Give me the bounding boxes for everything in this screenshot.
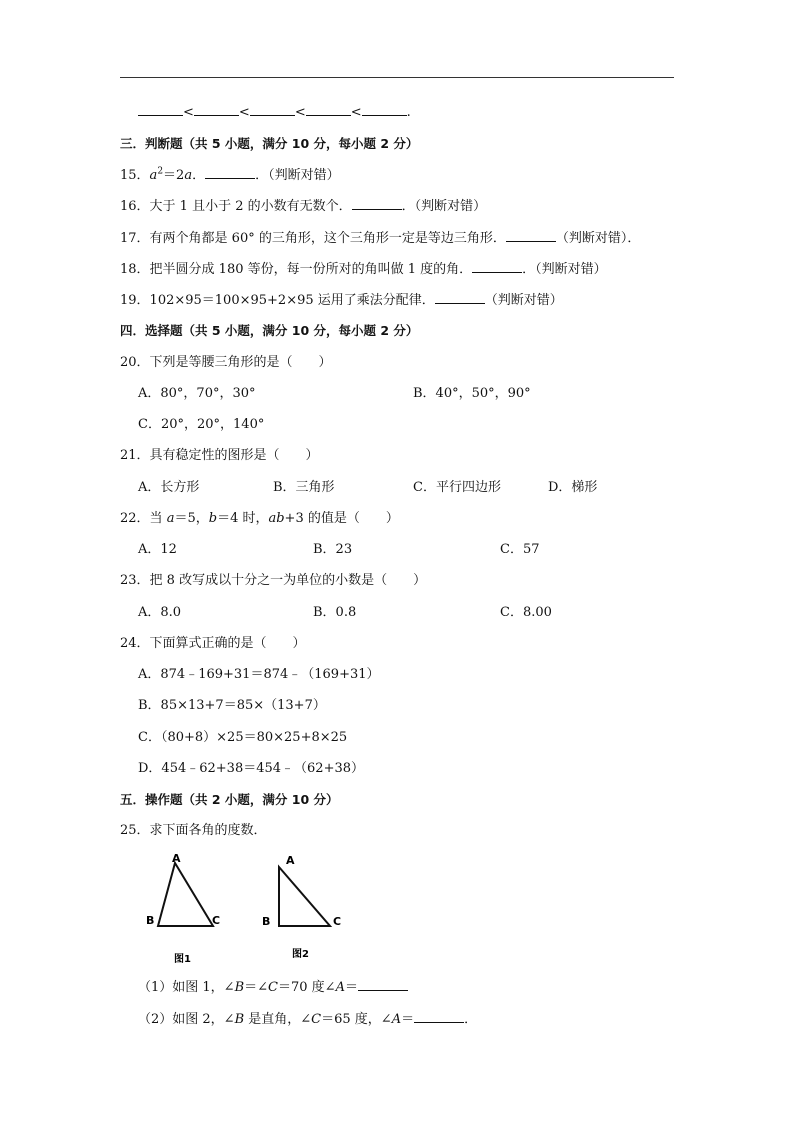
q23-option-c[interactable]: C．8.00 bbox=[500, 605, 552, 620]
question-21-stem: 21．具有稳定性的图形是（ ） bbox=[120, 448, 319, 463]
question-25-sub1: （1）如图 1，∠B＝∠C＝70 度∠A＝ bbox=[138, 979, 408, 996]
q24-option-d[interactable]: D．454﹣62+38＝454﹣（62+38） bbox=[138, 761, 365, 776]
fig2-label-c: C bbox=[333, 915, 342, 928]
answer-blank[interactable] bbox=[472, 261, 522, 273]
q24-option-c[interactable]: C．（80+8）×25＝80×25+8×25 bbox=[138, 730, 348, 745]
question-25-stem: 25．求下面各角的度数． bbox=[120, 823, 267, 838]
fig1-label-c: C bbox=[212, 914, 221, 927]
fig2-caption: 图2 bbox=[292, 949, 309, 960]
q23-option-b[interactable]: B．0.8 bbox=[313, 605, 357, 620]
figure-1 bbox=[146, 852, 220, 965]
answer-blank[interactable] bbox=[194, 104, 239, 116]
question-18: 18．把半圆分成 180 等份，每一份所对的角叫做 1 度的角． ．（判断对错） bbox=[120, 262, 607, 277]
answer-blank[interactable] bbox=[506, 230, 556, 242]
section-heading-judge: 三．判断题（共 5 小题，满分 10 分，每小题 2 分） bbox=[120, 136, 419, 151]
fig1-caption: 图1 bbox=[174, 954, 191, 965]
triangle-2 bbox=[279, 867, 330, 926]
question-15: 15．$a^2=2a$． ．（判断对错） bbox=[120, 166, 340, 183]
question-20-stem: 20．下列是等腰三角形的是（ ） bbox=[120, 355, 332, 370]
question-17: 17．有两个角都是 60° 的三角形，这个三角形一定是等边三角形． （判断对错）． bbox=[120, 231, 641, 246]
q24-option-b[interactable]: B．85×13+7＝85×（13+7） bbox=[138, 698, 326, 713]
section-heading-choice: 四．选择题（共 5 小题，满分 10 分，每小题 2 分） bbox=[120, 323, 419, 338]
order-blanks-line: < < < < . bbox=[138, 104, 411, 121]
fig2-label-a: A bbox=[286, 854, 295, 867]
q21-option-c[interactable]: C．平行四边形 bbox=[413, 480, 501, 495]
answer-blank[interactable] bbox=[362, 104, 407, 116]
answer-blank[interactable] bbox=[414, 1011, 464, 1023]
question-16: 16．大于 1 且小于 2 的小数有无数个． ．（判断对错） bbox=[120, 199, 487, 214]
answer-blank[interactable] bbox=[250, 104, 295, 116]
q20-option-c[interactable]: C．20°，20°，140° bbox=[138, 417, 265, 432]
fig2-label-b: B bbox=[262, 915, 271, 928]
answer-blank[interactable] bbox=[205, 167, 255, 179]
question-19: 19．102×95＝100×95+2×95 运用了乘法分配律． （判断对错） bbox=[120, 293, 563, 308]
question-23-stem: 23．把 8 改写成以十分之一为单位的小数是（ ） bbox=[120, 573, 427, 588]
q22-option-b[interactable]: B．23 bbox=[313, 542, 353, 557]
fig1-label-a: A bbox=[172, 852, 181, 865]
answer-blank[interactable] bbox=[435, 292, 485, 304]
answer-blank[interactable] bbox=[138, 104, 183, 116]
q22-option-a[interactable]: A．12 bbox=[138, 542, 177, 557]
triangle-figures bbox=[140, 850, 345, 968]
question-24-stem: 24．下面算式正确的是（ ） bbox=[120, 636, 306, 651]
q20-option-b[interactable]: B．40°，50°，90° bbox=[413, 386, 531, 401]
fig1-label-b: B bbox=[146, 914, 155, 927]
figure-2 bbox=[262, 854, 341, 960]
q23-option-a[interactable]: A．8.0 bbox=[138, 605, 182, 620]
q21-option-d[interactable]: D．梯形 bbox=[548, 480, 598, 495]
question-22-stem: 22．当 a＝5，b＝4 时，ab+3 的值是（ ） bbox=[120, 511, 399, 526]
q21-option-a[interactable]: A．长方形 bbox=[138, 480, 200, 495]
q20-option-a[interactable]: A．80°，70°，30° bbox=[138, 386, 256, 401]
header-rule bbox=[120, 77, 674, 78]
q24-option-a[interactable]: A．874﹣169+31＝874﹣（169+31） bbox=[138, 667, 380, 682]
answer-blank[interactable] bbox=[358, 979, 408, 991]
q21-option-b[interactable]: B．三角形 bbox=[273, 480, 335, 495]
section-heading-operation: 五．操作题（共 2 小题，满分 10 分） bbox=[120, 792, 339, 807]
q22-option-c[interactable]: C．57 bbox=[500, 542, 540, 557]
triangle-1 bbox=[158, 863, 213, 926]
answer-blank[interactable] bbox=[306, 104, 351, 116]
answer-blank[interactable] bbox=[352, 198, 402, 210]
question-25-sub2: （2）如图 2，∠B 是直角，∠C＝65 度，∠A＝ ． bbox=[138, 1012, 478, 1027]
